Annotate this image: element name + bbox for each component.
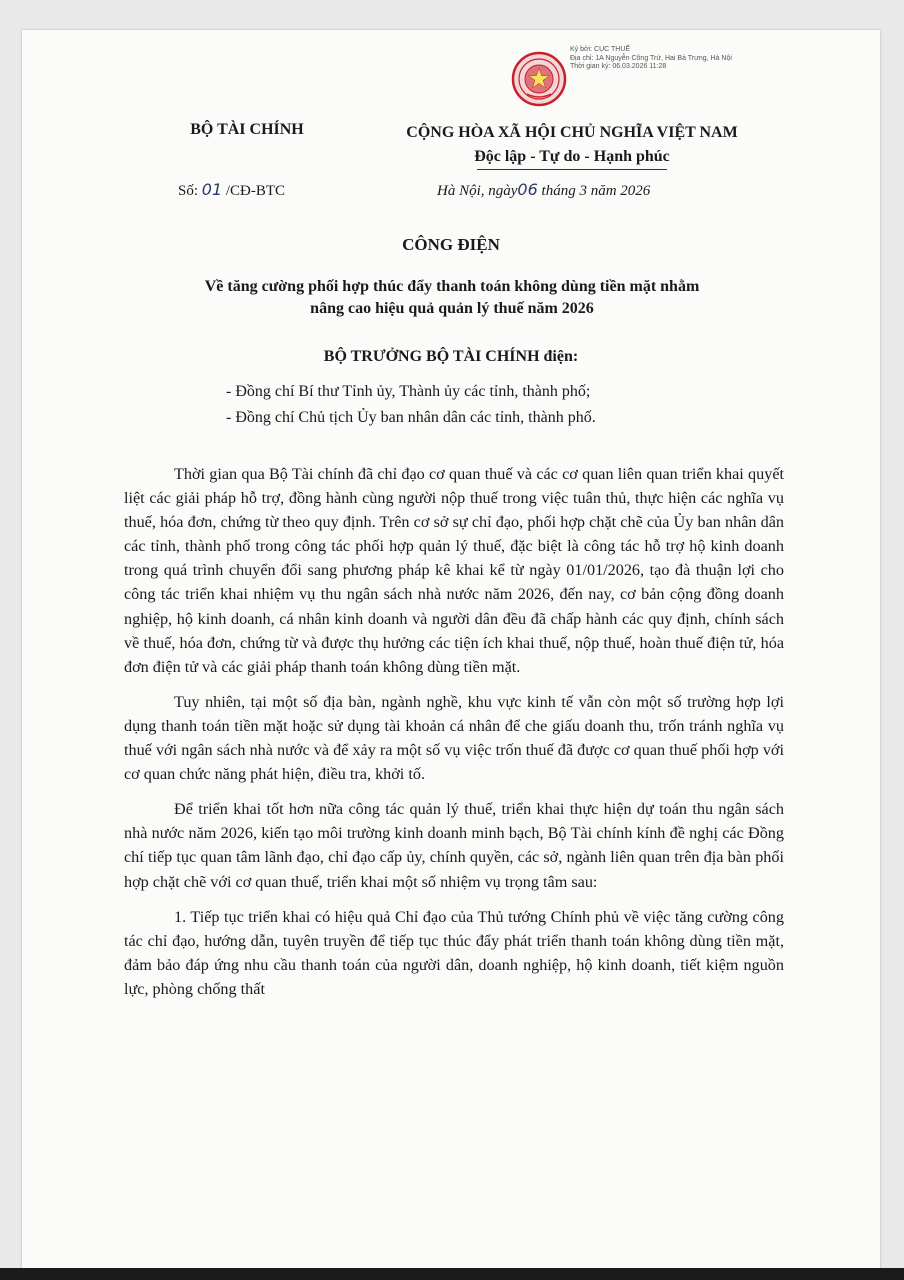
national-title-block (377, 121, 767, 170)
body-paragraph-task-1: 1. Tiếp tục triển khai có hiệu quả Chỉ đạo của Thủ tướng Chính phủ về việc tăng cường công tác chỉ đạo, hướng dẫn, tuyên truyền để tiếp tục thúc đẩy phát triển thanh toán không dùng tiền mặt, đảm bảo đáp ứng nhu cầu thanh toán của người dân, doanh nghiệp, hộ kinh doanh, tiết kiệm nguồn lực, phòng chống thất (124, 907, 784, 998)
addressee-heading: BỘ TRƯỞNG BỘ TÀI CHÍNH điện: (323, 348, 579, 365)
issuing-agency: BỘ TÀI CHÍNH (190, 121, 304, 138)
national-emblem-seal-icon (510, 50, 568, 108)
document-subject (112, 276, 792, 320)
number-handwritten: 01 (201, 180, 223, 199)
document-type-title: CÔNG ĐIỆN (402, 235, 500, 254)
recipient-list (226, 379, 596, 431)
date-day-handwritten: 06 (517, 180, 538, 199)
country-name: CỘNG HÒA XÃ HỘI CHỦ NGHĨA VIỆT NAM (406, 124, 738, 141)
document-number (178, 180, 285, 200)
signature-time: Thời gian ký: 06.03.2026 11:28 (570, 63, 667, 70)
subject-line-1: Về tăng cường phối hợp thúc đẩy thanh toán không dùng tiền mặt nhằm (204, 278, 700, 295)
body-paragraph: Thời gian qua Bộ Tài chính đã chỉ đạo cơ quan thuế và các cơ quan liên quan triển khai quyết liệt các giải pháp hỗ trợ, đồng hành cùng người nộp thuế trong việc tuân thủ, thực hiện các nghĩa vụ thuế, hóa đơn, chứng từ theo quy định. Trên cơ sở sự chỉ đạo, phối hợp chặt chẽ của Ủy ban nhân dân các tỉnh, thành phố trong công tác phối hợp quản lý thuế, đặc biệt là công tác hỗ trợ hộ kinh doanh trong quá trình chuyển đổi sang phương pháp kê khai kể từ ngày 01/01/2026, tạo đà thuận lợi cho công tác triển khai nhiệm vụ thu ngân sách nhà nước năm 2026, đến nay, cơ bản cộng đồng doanh nghiệp, hộ kinh doanh, cá nhân kinh doanh và người dân đều đã chấp hành các quy định, chính sách về thuế, hóa đơn, chứng từ và được thụ hưởng các tiện ích khai thuế, nộp thuế, hoàn thuế điện tử, hóa đơn điện tử và các giải pháp thanh toán không dùng tiền mặt. (124, 465, 784, 676)
bottom-edge-bar (0, 1268, 904, 1280)
recipient-item: - Đồng chí Chủ tịch Ủy ban nhân dân các tỉnh, thành phố. (226, 409, 596, 426)
signature-address: Địa chỉ: 1A Nguyễn Công Trứ, Hai Bà Trưng, Hà Nội (570, 54, 732, 62)
motto-underline (477, 169, 667, 170)
number-prefix: Số: (178, 183, 199, 199)
issue-date (437, 180, 650, 200)
document-body (124, 462, 784, 1012)
recipient-item: - Đồng chí Bí thư Tỉnh ủy, Thành ủy các tỉnh, thành phố; (226, 383, 591, 400)
digital-signature-info (570, 46, 732, 72)
subject-line-2: nâng cao hiệu quả quản lý thuế năm 2026 (310, 300, 594, 317)
number-suffix: /CĐ-BTC (225, 183, 286, 199)
document-page (22, 30, 880, 1270)
signature-signer: Ký bởi: CỤC THUẾ (570, 46, 631, 53)
national-motto: Độc lập - Tự do - Hạnh phúc (474, 148, 670, 165)
date-suffix: tháng 3 năm 2026 (541, 183, 651, 199)
body-paragraph: Để triển khai tốt hơn nữa công tác quản lý thuế, triển khai thực hiện dự toán thu ngân sách nhà nước năm 2026, kiến tạo môi trường kinh doanh minh bạch, Bộ Tài chính kính đề nghị các Đồng chí tiếp tục quan tâm lãnh đạo, chỉ đạo cấp ủy, chính quyền, các sở, ngành liên quan trên địa bàn phối hợp chặt chẽ với cơ quan thuế, triển khai một số nhiệm vụ trọng tâm sau: (124, 800, 784, 891)
body-paragraph: Tuy nhiên, tại một số địa bàn, ngành nghề, khu vực kinh tế vẫn còn một số trường hợp lợi dụng thanh toán tiền mặt hoặc sử dụng tài khoản cá nhân để che giấu doanh thu, trốn tránh nghĩa vụ thuế với ngân sách nhà nước và để xảy ra một số vụ việc trốn thuế đã được cơ quan thuế phối hợp với cơ quan chức năng phát hiện, điều tra, khởi tố. (124, 692, 784, 784)
date-prefix: Hà Nội, ngày (437, 183, 518, 199)
